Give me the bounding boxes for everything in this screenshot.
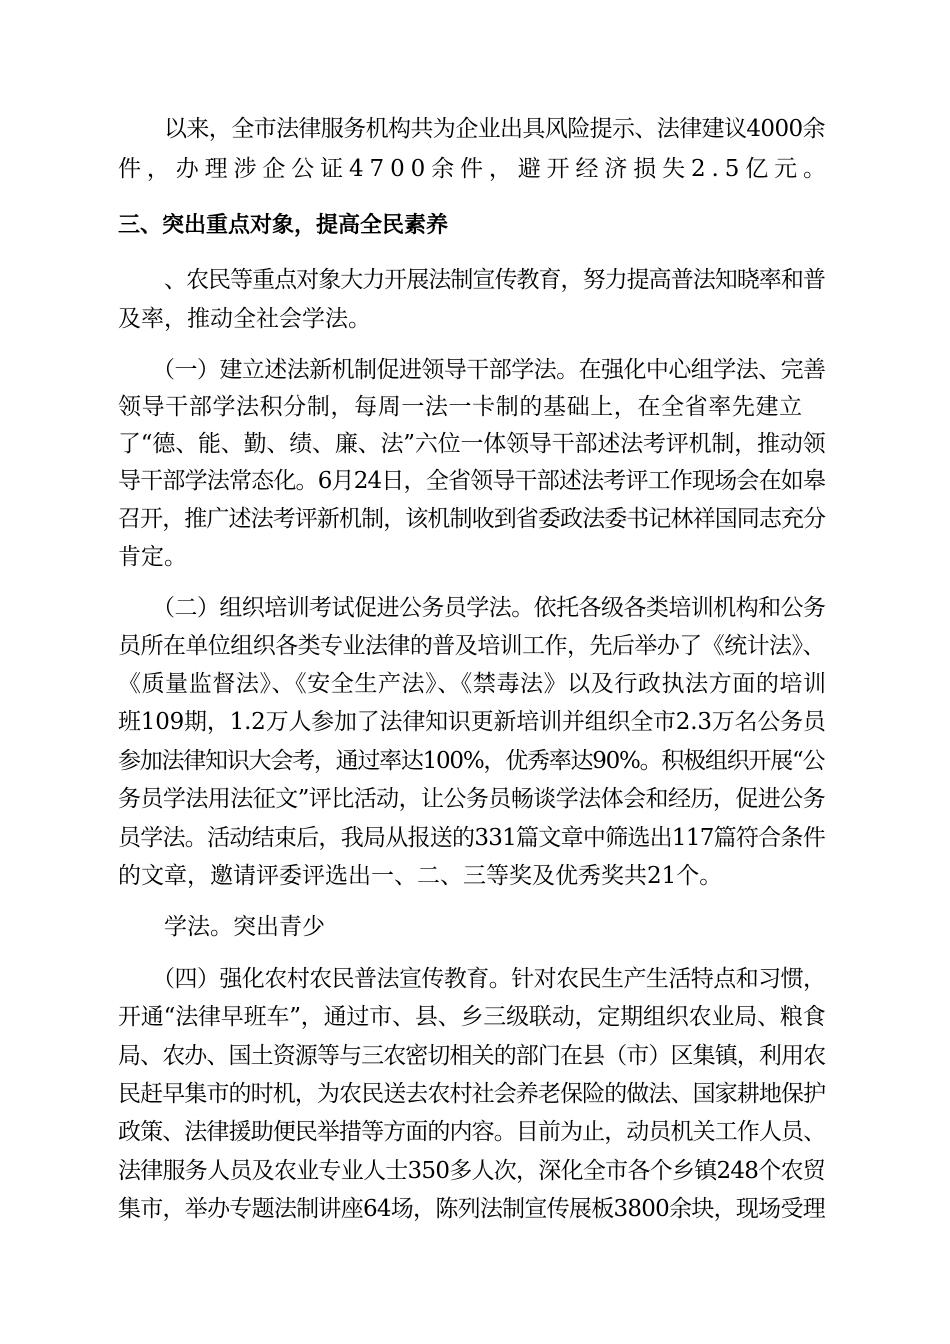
text-line: 务员学法用法征文”评比活动，让公务员畅谈学法体会和经历，促进公务 bbox=[118, 786, 826, 812]
text-line: 学法。突出青少 bbox=[164, 914, 325, 940]
text-line: 的文章，邀请评委评选出一、二、三等奖及优秀奖共21个。 bbox=[118, 863, 723, 889]
text-line: 局、农办、国土资源等与三农密切相关的部门在县（市）区集镇，利用农 bbox=[118, 1043, 826, 1069]
text-line: 政策、法律援助便民举措等方面的内容。目前为止，动员机关工作人员、 bbox=[118, 1119, 826, 1145]
text-line: 集市，举办专题法制讲座64场，陈列法制宣传展板3800余块，现场受理 bbox=[118, 1196, 825, 1222]
text-line: 及率，推动全社会学法。 bbox=[118, 306, 371, 332]
text-line: 导干部学法常态化。6月24日，全省领导干部述法考评工作现场会在如皋 bbox=[118, 468, 826, 494]
text-line: 领导干部学法积分制，每周一法一卡制的基础上，在全省率先建立 bbox=[118, 394, 803, 420]
text-line: 员所在单位组织各类专业法律的普及培训工作，先后举办了《统计法》、 bbox=[118, 633, 825, 659]
text-line: 了“德、能、勤、绩、廉、法”六位一体领导干部述法考评机制，推动领 bbox=[118, 431, 826, 457]
section-heading: 三、突出重点对象，提高全民素养 bbox=[118, 213, 449, 238]
text-line: 以来，全市法律服务机构共为企业出具风险提示、法律建议4000余 bbox=[164, 116, 825, 142]
text-line: 件，办理涉企公证4700余件，避开经济损失2.5亿元。 bbox=[118, 156, 832, 182]
text-line: 《质量监督法》、《安全生产法》、《禁毒法》以及行政执法方面的培训 bbox=[118, 671, 827, 697]
text-line: 、农民等重点对象大力开展法制宣传教育，努力提高普法知晓率和普 bbox=[164, 267, 825, 293]
text-line: 班109期，1.2万人参加了法律知识更新培训并组织全市2.3万名公务员 bbox=[118, 709, 826, 735]
text-line: （四）强化农村农民普法宣传教育。针对农民生产生活特点和习惯， bbox=[152, 966, 826, 992]
text-line: 召开，推广述法考评新机制，该机制收到省委政法委书记林祥国同志充分 bbox=[118, 506, 826, 532]
text-line: 员学法。活动结束后，我局从报送的331篇文章中筛选出117篇符合条件 bbox=[118, 825, 825, 851]
text-line: （一）建立述法新机制促进领导干部学法。在强化中心组学法、完善 bbox=[152, 357, 826, 383]
text-line: 肯定。 bbox=[118, 544, 187, 570]
text-line: 参加法律知识大会考，通过率达100%，优秀率达90%。积极组织开展“公 bbox=[118, 748, 825, 774]
text-line: （二）组织培训考试促进公务员学法。依托各级各类培训机构和公务 bbox=[152, 595, 826, 621]
text-line: 法律服务人员及农业专业人士350多人次，深化全市各个乡镇248个农贸 bbox=[118, 1158, 825, 1184]
text-line: 民赶早集市的时机，为农民送去农村社会养老保险的做法、国家耕地保护 bbox=[118, 1081, 826, 1107]
text-line: 开通“法律早班车”，通过市、县、乡三级联动，定期组织农业局、粮食 bbox=[118, 1004, 826, 1030]
